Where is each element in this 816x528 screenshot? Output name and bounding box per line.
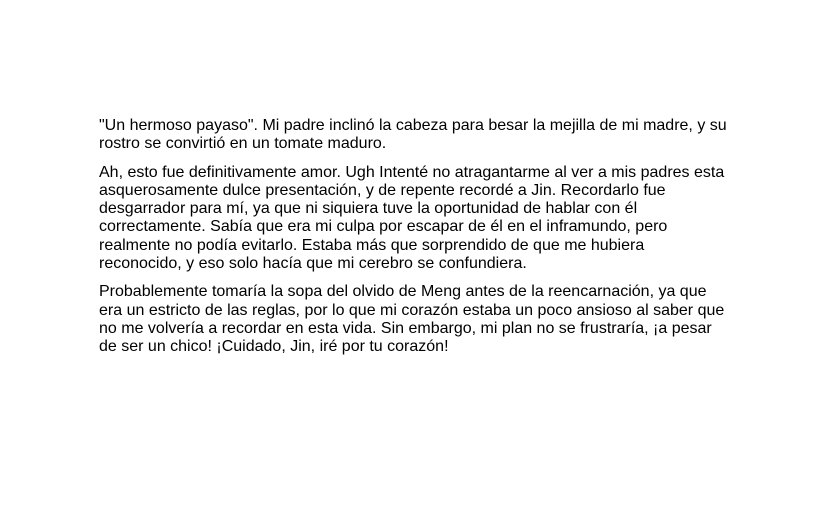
document-page: [99, 117, 759, 367]
text-line: de ser un chico! ¡Cuidado, Jin, iré por tu corazón!: [99, 338, 449, 356]
text-line: "Un hermoso payaso". Mi padre inclinó la cabeza para besar la mejilla de mi madre, y su: [99, 117, 727, 134]
text-line: asquerosamente dulce presentación, y de repente recordé a Jin. Recordarlo fue: [99, 181, 666, 199]
text-line: era un estricto de las reglas, por lo que mi corazón estaba un poco ansioso al saber que: [99, 301, 725, 319]
paragraph-2: [99, 164, 759, 274]
paragraph-3: [99, 283, 759, 356]
text-line: rostro se convirtió en un tomate maduro.: [99, 135, 387, 153]
text-line: correctamente. Sabía que era mi culpa por escapar de él en el inframundo, pero: [99, 218, 668, 236]
text-line: realmente no podía evitarlo. Estaba más que sorprendido de que me hubiera: [99, 236, 645, 254]
text-line: desgarrador para mí, ya que ni siquiera tuve la oportunidad de hablar con él: [99, 200, 638, 218]
text-line: reconocido, y eso solo hacía que mi cerebro se confundiera.: [99, 255, 527, 273]
text-line: Probablemente tomaría la sopa del olvido de Meng antes de la reencarnación, ya que: [99, 283, 707, 301]
text-line: Ah, esto fue definitivamente amor. Ugh Intenté no atragantarme al ver a mis padres esta: [99, 163, 725, 181]
text-line: no me volvería a recordar en esta vida. Sin embargo, mi plan no se frustraría, ¡a pesar: [99, 319, 712, 337]
paragraph-1: [99, 117, 759, 154]
